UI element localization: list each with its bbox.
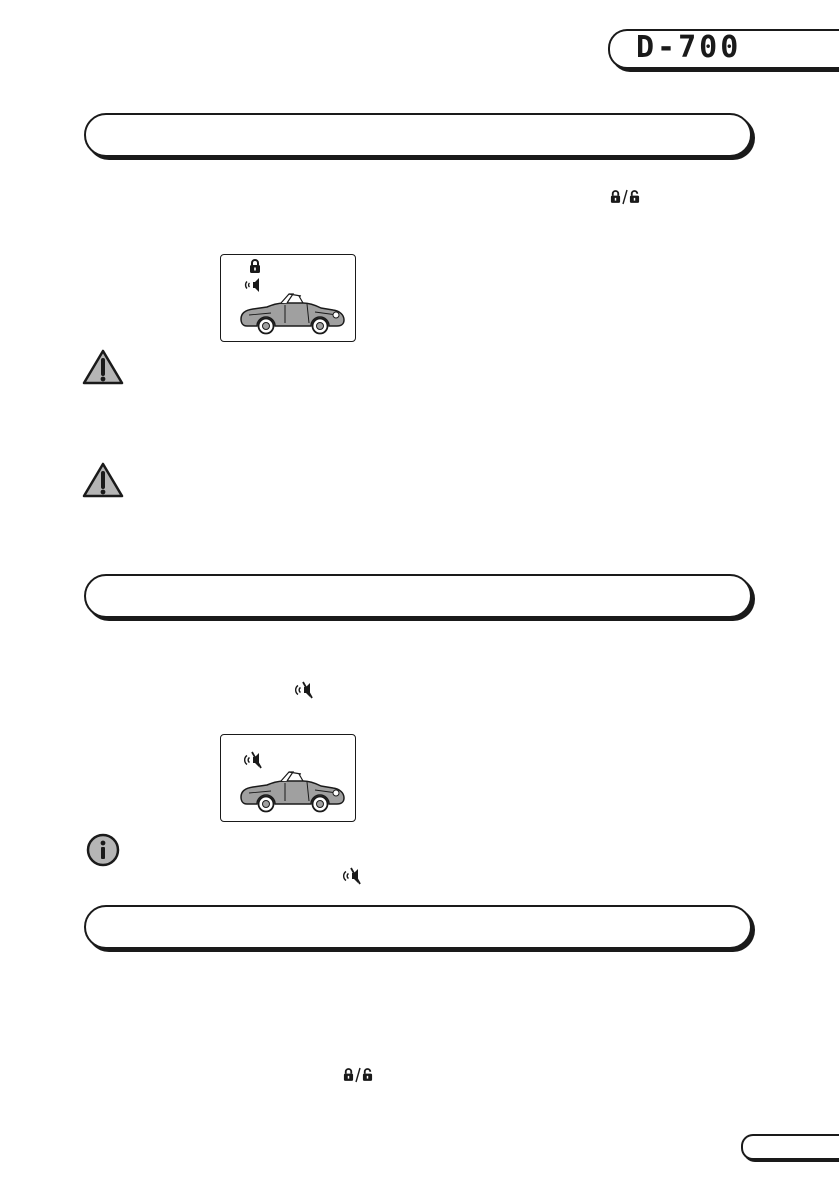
brand-title: D-700	[636, 30, 742, 65]
lcd-display-silent	[220, 734, 356, 822]
section-title-bar-2	[84, 574, 752, 618]
lock-unlock-icon	[343, 1067, 373, 1083]
warning-icon	[81, 461, 125, 499]
warning-icon	[81, 348, 125, 386]
lcd-display-armed	[220, 254, 356, 342]
section-title-bar-1	[84, 113, 752, 157]
siren-mute-icon	[342, 867, 362, 885]
car-icon	[237, 769, 347, 813]
section-title-bar-3	[84, 905, 752, 949]
siren-mute-icon	[243, 751, 263, 769]
car-icon	[237, 291, 347, 335]
page-number-tab	[741, 1134, 839, 1160]
lock-icon	[249, 259, 261, 273]
lock-unlock-icon	[610, 189, 640, 205]
info-icon	[86, 833, 120, 867]
siren-mute-icon	[294, 681, 314, 699]
